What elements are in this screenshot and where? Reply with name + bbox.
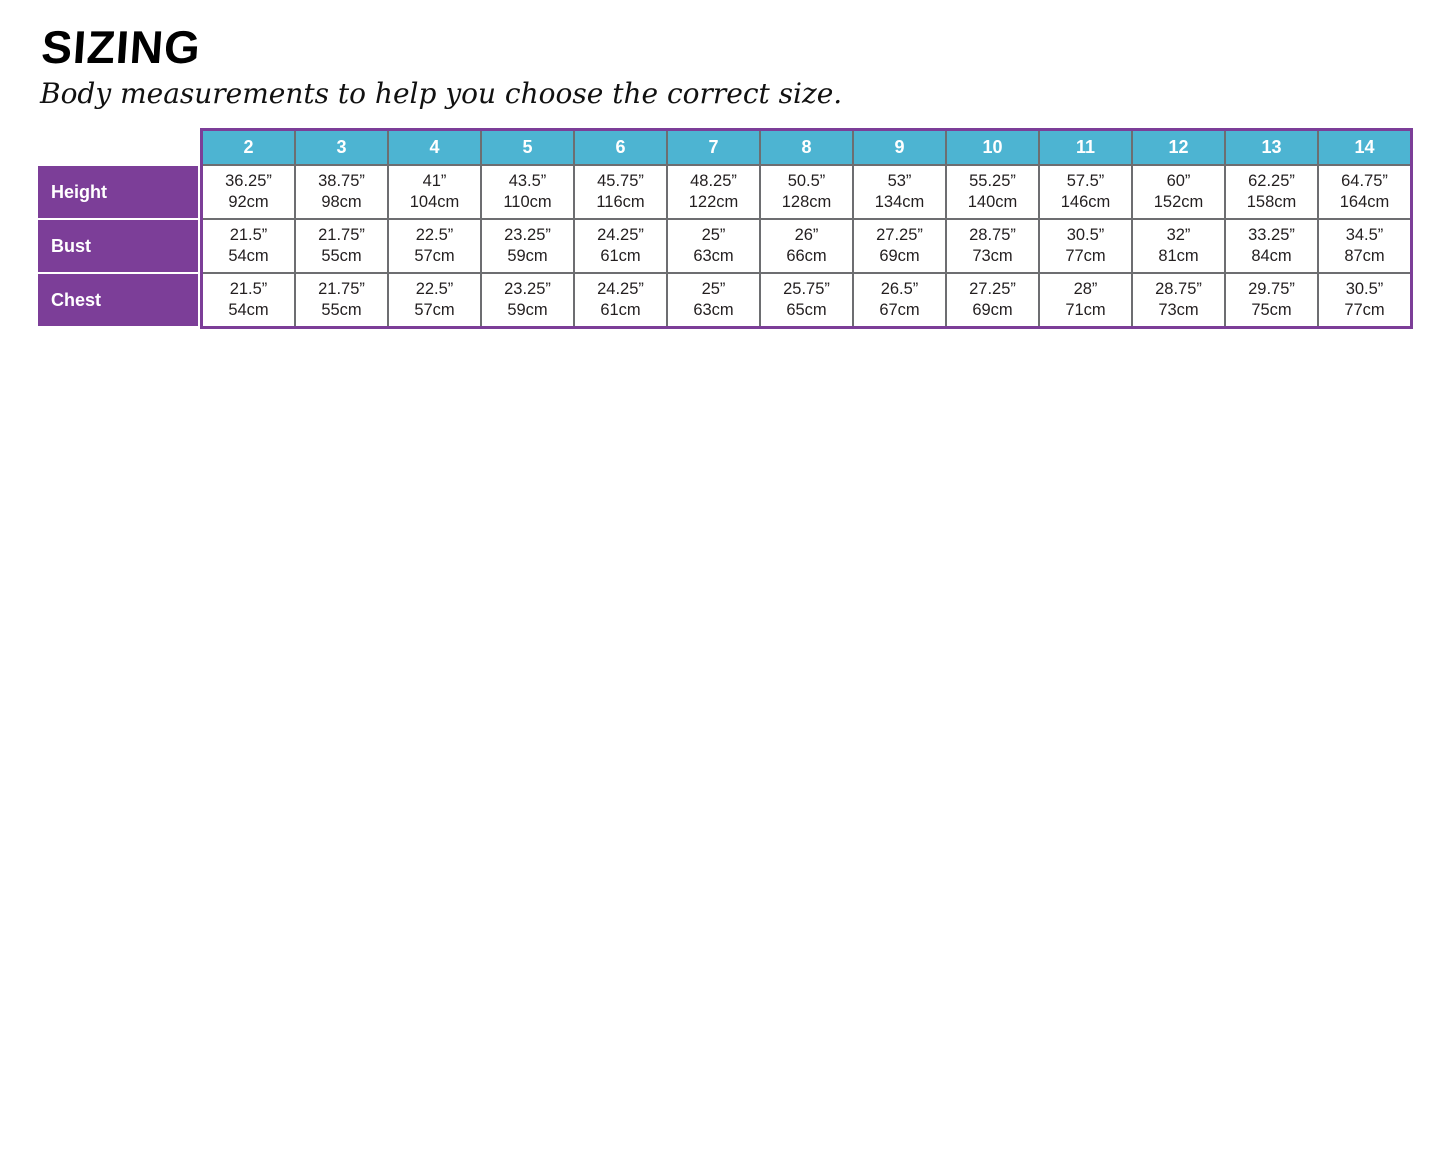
inches-value: 21.5”: [229, 226, 268, 244]
inches-value: 64.75”: [1341, 172, 1388, 190]
cm-value: 140cm: [967, 193, 1018, 211]
cm-value: 57cm: [414, 247, 455, 265]
measurement-cell: [947, 166, 1038, 218]
cm-value: 116cm: [596, 193, 645, 211]
measurement-cell: [1040, 220, 1131, 272]
cm-value: 73cm: [972, 247, 1013, 265]
cm-value: 92cm: [228, 193, 269, 211]
inches-value: 25”: [701, 226, 726, 244]
measurement-cell: [947, 220, 1038, 272]
cm-value: 63cm: [693, 301, 734, 319]
inches-value: 28.75”: [969, 226, 1016, 244]
inches-value: 32”: [1166, 226, 1191, 244]
size-column-header-7: 7: [668, 131, 759, 164]
cm-value: 69cm: [879, 247, 920, 265]
inches-value: 41”: [422, 172, 447, 190]
measurement-cell: [668, 274, 759, 326]
cm-value: 146cm: [1060, 193, 1111, 211]
measurement-cell: [761, 220, 852, 272]
inches-value: 33.25”: [1248, 226, 1295, 244]
cm-value: 122cm: [688, 193, 739, 211]
measurement-cell: [575, 166, 666, 218]
cm-value: 81cm: [1158, 247, 1199, 265]
measurement-cell: [296, 274, 387, 326]
size-column-header-11: 11: [1040, 131, 1131, 164]
measurement-cell: [761, 166, 852, 218]
inches-value: 43.5”: [508, 172, 547, 190]
inches-value: 24.25”: [597, 226, 644, 244]
measurement-cell: [1133, 220, 1224, 272]
measurement-cell: [575, 220, 666, 272]
cm-value: 152cm: [1153, 193, 1204, 211]
measurement-cell: [203, 166, 294, 218]
inches-value: 22.5”: [415, 280, 454, 298]
inches-value: 53”: [887, 172, 912, 190]
cm-value: 61cm: [600, 301, 641, 319]
cm-value: 55cm: [321, 301, 362, 319]
cm-value: 55cm: [321, 247, 362, 265]
row-header-column: [38, 166, 198, 326]
cm-value: 164cm: [1339, 193, 1390, 211]
cm-value: 77cm: [1065, 247, 1106, 265]
inches-value: 29.75”: [1248, 280, 1295, 298]
inches-value: 57.5”: [1066, 172, 1105, 190]
measurement-cell: [296, 220, 387, 272]
inches-value: 22.5”: [415, 226, 454, 244]
measurement-cell: [389, 220, 480, 272]
cm-value: 134cm: [874, 193, 925, 211]
measurement-cell: [203, 220, 294, 272]
cm-value: 66cm: [786, 247, 827, 265]
size-column-header-6: 6: [575, 131, 666, 164]
measurement-cell: [1040, 166, 1131, 218]
size-column-header-14: 14: [1319, 131, 1410, 164]
cm-value: 84cm: [1251, 247, 1292, 265]
measurement-cell: [575, 274, 666, 326]
cm-value: 67cm: [879, 301, 920, 319]
size-column-header-8: 8: [761, 131, 852, 164]
cm-value: 63cm: [693, 247, 734, 265]
measurement-cell: [482, 220, 573, 272]
cm-value: 54cm: [228, 247, 269, 265]
cm-value: 71cm: [1065, 301, 1106, 319]
inches-value: 30.5”: [1066, 226, 1105, 244]
inches-value: 23.25”: [504, 226, 551, 244]
inches-value: 48.25”: [690, 172, 737, 190]
inches-value: 34.5”: [1345, 226, 1384, 244]
inches-value: 27.25”: [876, 226, 923, 244]
measurement-cell: [761, 274, 852, 326]
inches-value: 25.75”: [783, 280, 830, 298]
page-title: SIZING: [39, 21, 203, 73]
inches-value: 30.5”: [1345, 280, 1384, 298]
measurement-cell: [1133, 274, 1224, 326]
cm-value: 54cm: [228, 301, 269, 319]
inches-value: 21.5”: [229, 280, 268, 298]
cm-value: 57cm: [414, 301, 455, 319]
inches-value: 21.75”: [318, 226, 365, 244]
size-column-header-2: 2: [203, 131, 294, 164]
inches-value: 60”: [1166, 172, 1191, 190]
inches-value: 26.5”: [880, 280, 919, 298]
inches-value: 28”: [1073, 280, 1098, 298]
measurement-cell: [482, 274, 573, 326]
inches-value: 27.25”: [969, 280, 1016, 298]
size-column-header-13: 13: [1226, 131, 1317, 164]
row-header-bust: Bust: [38, 220, 198, 272]
measurement-cell: [668, 220, 759, 272]
cm-value: 104cm: [409, 193, 460, 211]
measurement-cell: [854, 220, 945, 272]
measurement-cell: [854, 274, 945, 326]
cm-value: 75cm: [1251, 301, 1292, 319]
inches-value: 55.25”: [969, 172, 1016, 190]
measurement-cell: [1040, 274, 1131, 326]
size-column-header-12: 12: [1133, 131, 1224, 164]
measurement-cell: [1319, 274, 1410, 326]
size-column-header-9: 9: [854, 131, 945, 164]
cm-value: 59cm: [507, 301, 548, 319]
measurement-cell: [203, 274, 294, 326]
inches-value: 38.75”: [318, 172, 365, 190]
cm-value: 98cm: [321, 193, 362, 211]
inches-value: 21.75”: [318, 280, 365, 298]
size-column-header-5: 5: [482, 131, 573, 164]
cm-value: 59cm: [507, 247, 548, 265]
cm-value: 110cm: [503, 193, 552, 211]
measurement-cell: [1319, 166, 1410, 218]
inches-value: 50.5”: [787, 172, 826, 190]
inches-value: 45.75”: [597, 172, 644, 190]
row-header-chest: Chest: [38, 274, 198, 326]
measurement-cell: [482, 166, 573, 218]
size-column-header-10: 10: [947, 131, 1038, 164]
cm-value: 65cm: [786, 301, 827, 319]
measurement-cell: [389, 166, 480, 218]
cm-value: 61cm: [600, 247, 641, 265]
cm-value: 73cm: [1158, 301, 1199, 319]
sizing-table: [38, 128, 1413, 329]
measurement-cell: [668, 166, 759, 218]
measurement-cell: [854, 166, 945, 218]
inches-value: 23.25”: [504, 280, 551, 298]
measurement-cell: [1226, 274, 1317, 326]
cm-value: 128cm: [781, 193, 832, 211]
row-header-height: Height: [38, 166, 198, 218]
cm-value: 87cm: [1344, 247, 1385, 265]
measurement-cell: [947, 274, 1038, 326]
inches-value: 28.75”: [1155, 280, 1202, 298]
page-subtitle: Body measurements to help you choose the correct size.: [40, 77, 843, 110]
cm-value: 158cm: [1246, 193, 1297, 211]
inches-value: 24.25”: [597, 280, 644, 298]
size-data-grid: [200, 128, 1413, 329]
size-column-header-3: 3: [296, 131, 387, 164]
inches-value: 36.25”: [225, 172, 272, 190]
inches-value: 25”: [701, 280, 726, 298]
measurement-cell: [1226, 220, 1317, 272]
size-column-header-4: 4: [389, 131, 480, 164]
cm-value: 77cm: [1344, 301, 1385, 319]
measurement-cell: [1133, 166, 1224, 218]
measurement-cell: [296, 166, 387, 218]
measurement-cell: [1226, 166, 1317, 218]
inches-value: 62.25”: [1248, 172, 1295, 190]
inches-value: 26”: [794, 226, 819, 244]
measurement-cell: [389, 274, 480, 326]
cm-value: 69cm: [972, 301, 1013, 319]
measurement-cell: [1319, 220, 1410, 272]
